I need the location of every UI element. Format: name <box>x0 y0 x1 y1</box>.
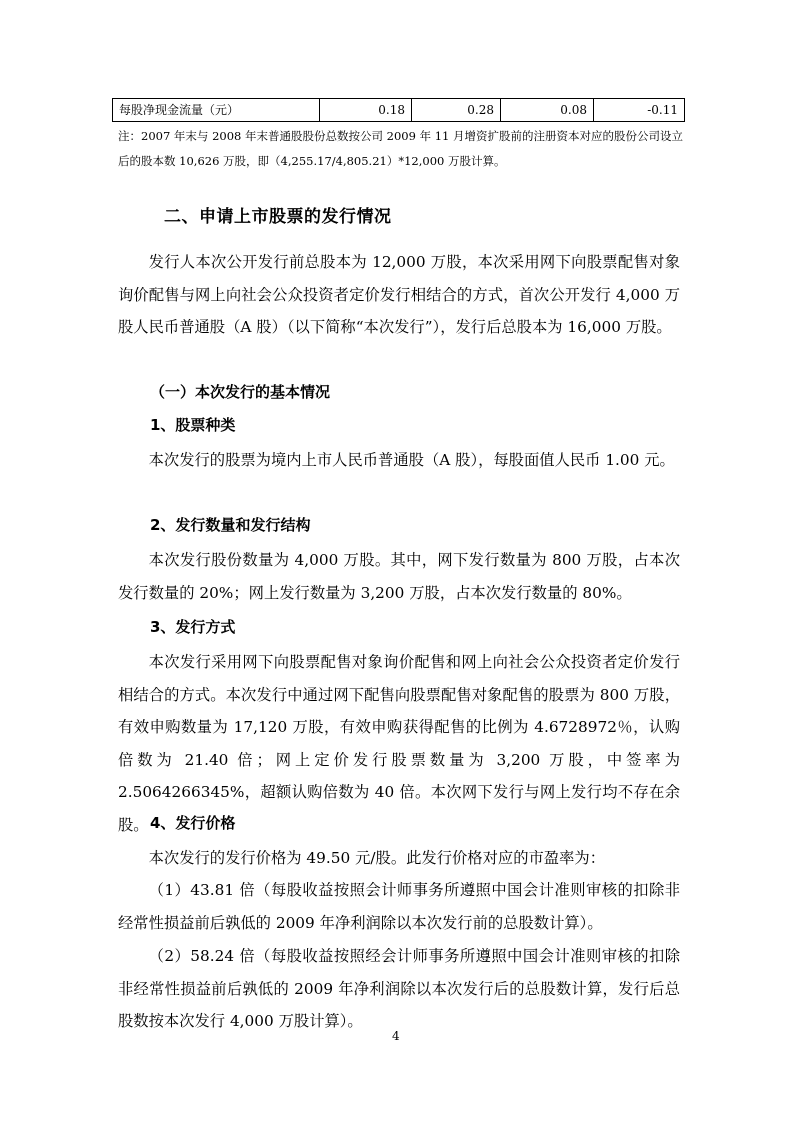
item-1-heading: 1、股票种类 <box>150 416 236 434</box>
note-line-2: 后的股本数 10,626 万股，即（4,255.17/4,805.21）*12,000 万股计算。 <box>118 154 506 168</box>
cell-value: 0.08 <box>501 99 594 122</box>
item-1-body: 本次发行的股票为境内上市人民币普通股（A 股），每股面值人民币 1.00 元。 <box>148 451 675 469</box>
section-intro-paragraph: 发行人本次公开发行前总股本为 12,000 万股，本次采用网下向股票配售对象询价配售与网上向社会公众投资者定价发行相结合的方式，首次公开发行 4,000 万股人民币普通股（A 股）（以下简称“本次发行”），发行后总股本为 16,000 万股。 <box>118 253 680 336</box>
item-3-heading: 3、发行方式 <box>150 618 236 636</box>
row-label: 每股净现金流量（元） <box>113 99 320 122</box>
section-title: 二、申请上市股票的发行情况 <box>164 207 392 227</box>
item-4-body: 本次发行的发行价格为 49.50 元/股。此发行价格对应的市盈率为： <box>148 849 605 867</box>
cell-value: 0.28 <box>412 99 501 122</box>
item-4-ratio-2: （2）58.24 倍（每股收益按照经会计师事务所遵照中国会计准则审核的扣除非经常性损益前后孰低的 2009 年净利润除以本次发行后的总股数计算，发行后总股数按本次发行 4,000 万股计算）。 <box>118 947 680 1030</box>
table-note <box>118 124 690 174</box>
subsection-title: （一）本次发行的基本情况 <box>150 383 331 401</box>
cell-value: -0.11 <box>594 99 685 122</box>
item-3-body: 本次发行采用网下向股票配售对象询价配售和网上向社会公众投资者定价发行相结合的方式。本次发行中通过网下配售向股票配售对象配售的股票为 800 万股，有效申购数量为 17,120 万股，有效申购获得配售的比例为 4.6728972％，认购倍数为 21.40 倍；网上定价发行股票数量为 3,200 万股，中签率为 2.5064266345%，超额认购倍数为 40 倍。本次网下发行与网上发行均不存在余股。 <box>118 653 680 834</box>
note-line-1: 注：2007 年末与 2008 年末普通股股份总数按公司 2009 年 11 月增资扩股前的注册资本对应的股份公司设立 <box>118 129 684 143</box>
item-4-heading: 4、发行价格 <box>150 814 236 832</box>
table-row <box>113 99 685 122</box>
financial-table <box>112 98 685 122</box>
cell-value: 0.18 <box>320 99 412 122</box>
item-2-body: 本次发行股份数量为 4,000 万股。其中，网下发行数量为 800 万股，占本次发行数量的 20%；网上发行数量为 3,200 万股，占本次发行数量的 80%。 <box>118 551 680 602</box>
item-2-heading: 2、发行数量和发行结构 <box>150 516 311 534</box>
item-4-ratio-1: （1）43.81 倍（每股收益按照会计师事务所遵照中国会计准则审核的扣除非经常性损益前后孰低的 2009 年净利润除以本次发行前的总股数计算）。 <box>118 881 680 932</box>
page-number: 4 <box>392 1029 400 1043</box>
